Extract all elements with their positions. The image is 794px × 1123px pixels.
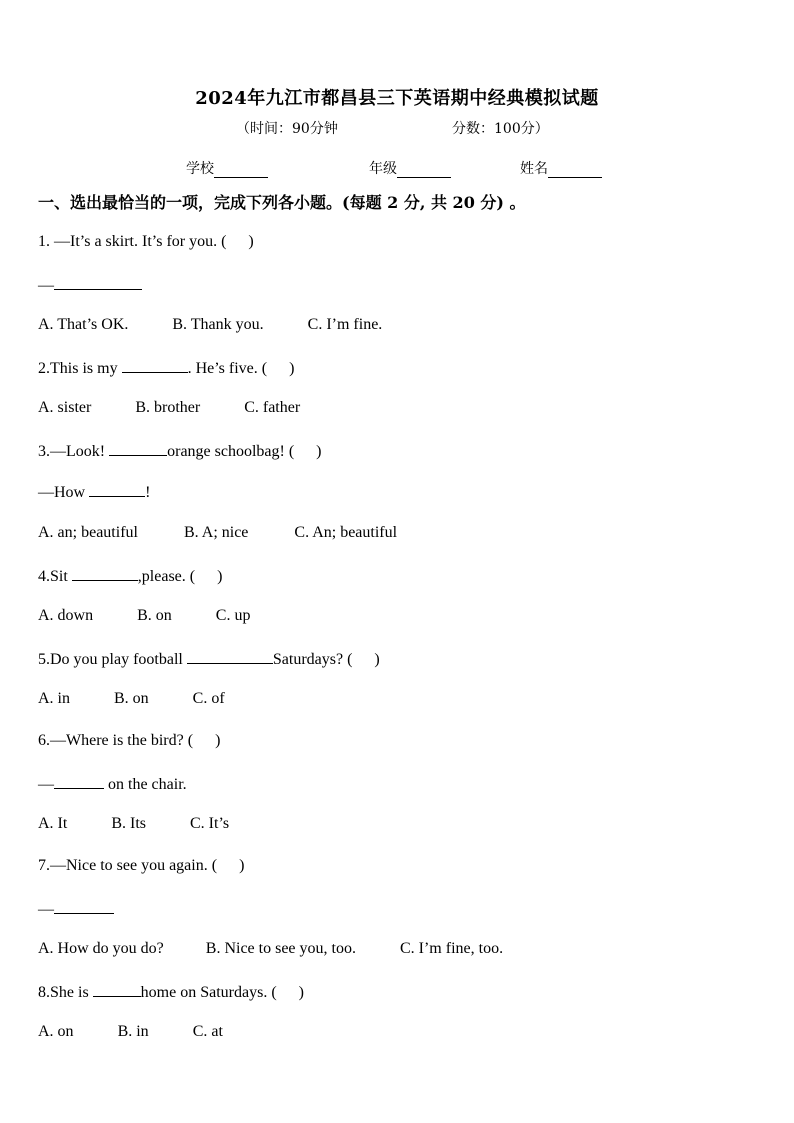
name-blank[interactable] [548, 163, 602, 178]
option-a[interactable]: A. sister [38, 399, 92, 416]
grade-label: 年级 [369, 161, 397, 177]
name-field [520, 158, 602, 178]
option-a[interactable]: A. in [38, 690, 70, 707]
question-4-options [38, 607, 250, 625]
answer-blank[interactable] [89, 482, 145, 497]
option-b[interactable]: B. Thank you. [172, 316, 264, 333]
answer-blank[interactable] [72, 566, 138, 581]
question-5-options [38, 690, 225, 708]
total-score: 分数：100分） [452, 121, 549, 137]
option-a[interactable]: A. That’s OK. [38, 316, 129, 333]
option-b[interactable]: B. A; nice [183, 524, 249, 541]
question-3-stem: 3.—Look! orange schoolbag! ( ) [38, 443, 322, 460]
option-b[interactable]: B. in [117, 1023, 149, 1040]
question-1-reply: — [38, 275, 142, 295]
question-6-stem: 6.—Where is the bird? ( ) [38, 732, 221, 749]
time-limit: （时间：90分钟 [236, 121, 338, 137]
option-c[interactable]: C. I’m fine. [307, 316, 383, 333]
question-8-options [38, 1023, 223, 1041]
school-label: 学校 [186, 161, 214, 177]
question-8-stem: 8.She is home on Saturdays. ( ) [38, 984, 304, 1001]
question-1-options [38, 316, 382, 334]
option-b[interactable]: B. brother [135, 399, 201, 416]
option-c[interactable]: C. father [244, 399, 301, 416]
question-7-options [38, 940, 503, 958]
option-a[interactable]: A. How do you do? [38, 940, 164, 957]
page-title: 2024年九江市都昌县三下英语期中经典模拟试题 [195, 88, 599, 109]
question-3-reply: —How ! [38, 484, 151, 501]
question-2-options [38, 399, 300, 417]
answer-blank[interactable] [109, 441, 167, 456]
question-2-stem: 2.This is my . He’s five. ( ) [38, 360, 295, 377]
question-5-stem: 5.Do you play football Saturdays? ( ) [38, 651, 380, 668]
question-7-stem: 7.—Nice to see you again. ( ) [38, 857, 245, 874]
question-7-reply: — [38, 899, 114, 919]
option-c[interactable]: C. of [192, 690, 225, 707]
option-c[interactable]: C. I’m fine, too. [399, 940, 504, 957]
option-c[interactable]: C. It’s [190, 815, 230, 832]
answer-blank[interactable] [187, 649, 273, 664]
option-a[interactable]: A. down [38, 607, 94, 624]
option-b[interactable]: B. Nice to see you, too. [205, 940, 356, 957]
option-b[interactable]: B. on [114, 690, 149, 707]
answer-blank[interactable] [93, 982, 141, 997]
option-b[interactable]: B. on [137, 607, 172, 624]
option-a[interactable]: A. It [38, 815, 68, 832]
answer-blank[interactable] [122, 358, 188, 373]
grade-blank[interactable] [397, 163, 451, 178]
option-a[interactable]: A. on [38, 1023, 74, 1040]
answer-blank[interactable] [54, 275, 142, 290]
school-blank[interactable] [214, 163, 268, 178]
question-3-options [38, 524, 397, 542]
question-6-options [38, 815, 229, 833]
option-c[interactable]: C. up [215, 607, 251, 624]
name-label: 姓名 [520, 161, 548, 177]
question-4-stem: 4.Sit ,please. ( ) [38, 568, 223, 585]
question-6-reply: — on the chair. [38, 776, 187, 793]
option-c[interactable]: C. An; beautiful [294, 524, 398, 541]
option-c[interactable]: C. at [192, 1023, 223, 1040]
school-field [186, 158, 268, 178]
option-a[interactable]: A. an; beautiful [38, 524, 138, 541]
answer-blank[interactable] [54, 899, 114, 914]
answer-blank[interactable] [54, 774, 104, 789]
question-1-stem: 1. —It’s a skirt. It’s for you. ( ) [38, 233, 254, 250]
option-b[interactable]: B. Its [111, 815, 146, 832]
section-heading: 一、选出最恰当的一项，完成下列各小题。(每题 2 分, 共 20 分) 。 [38, 193, 526, 212]
grade-field [369, 158, 451, 178]
